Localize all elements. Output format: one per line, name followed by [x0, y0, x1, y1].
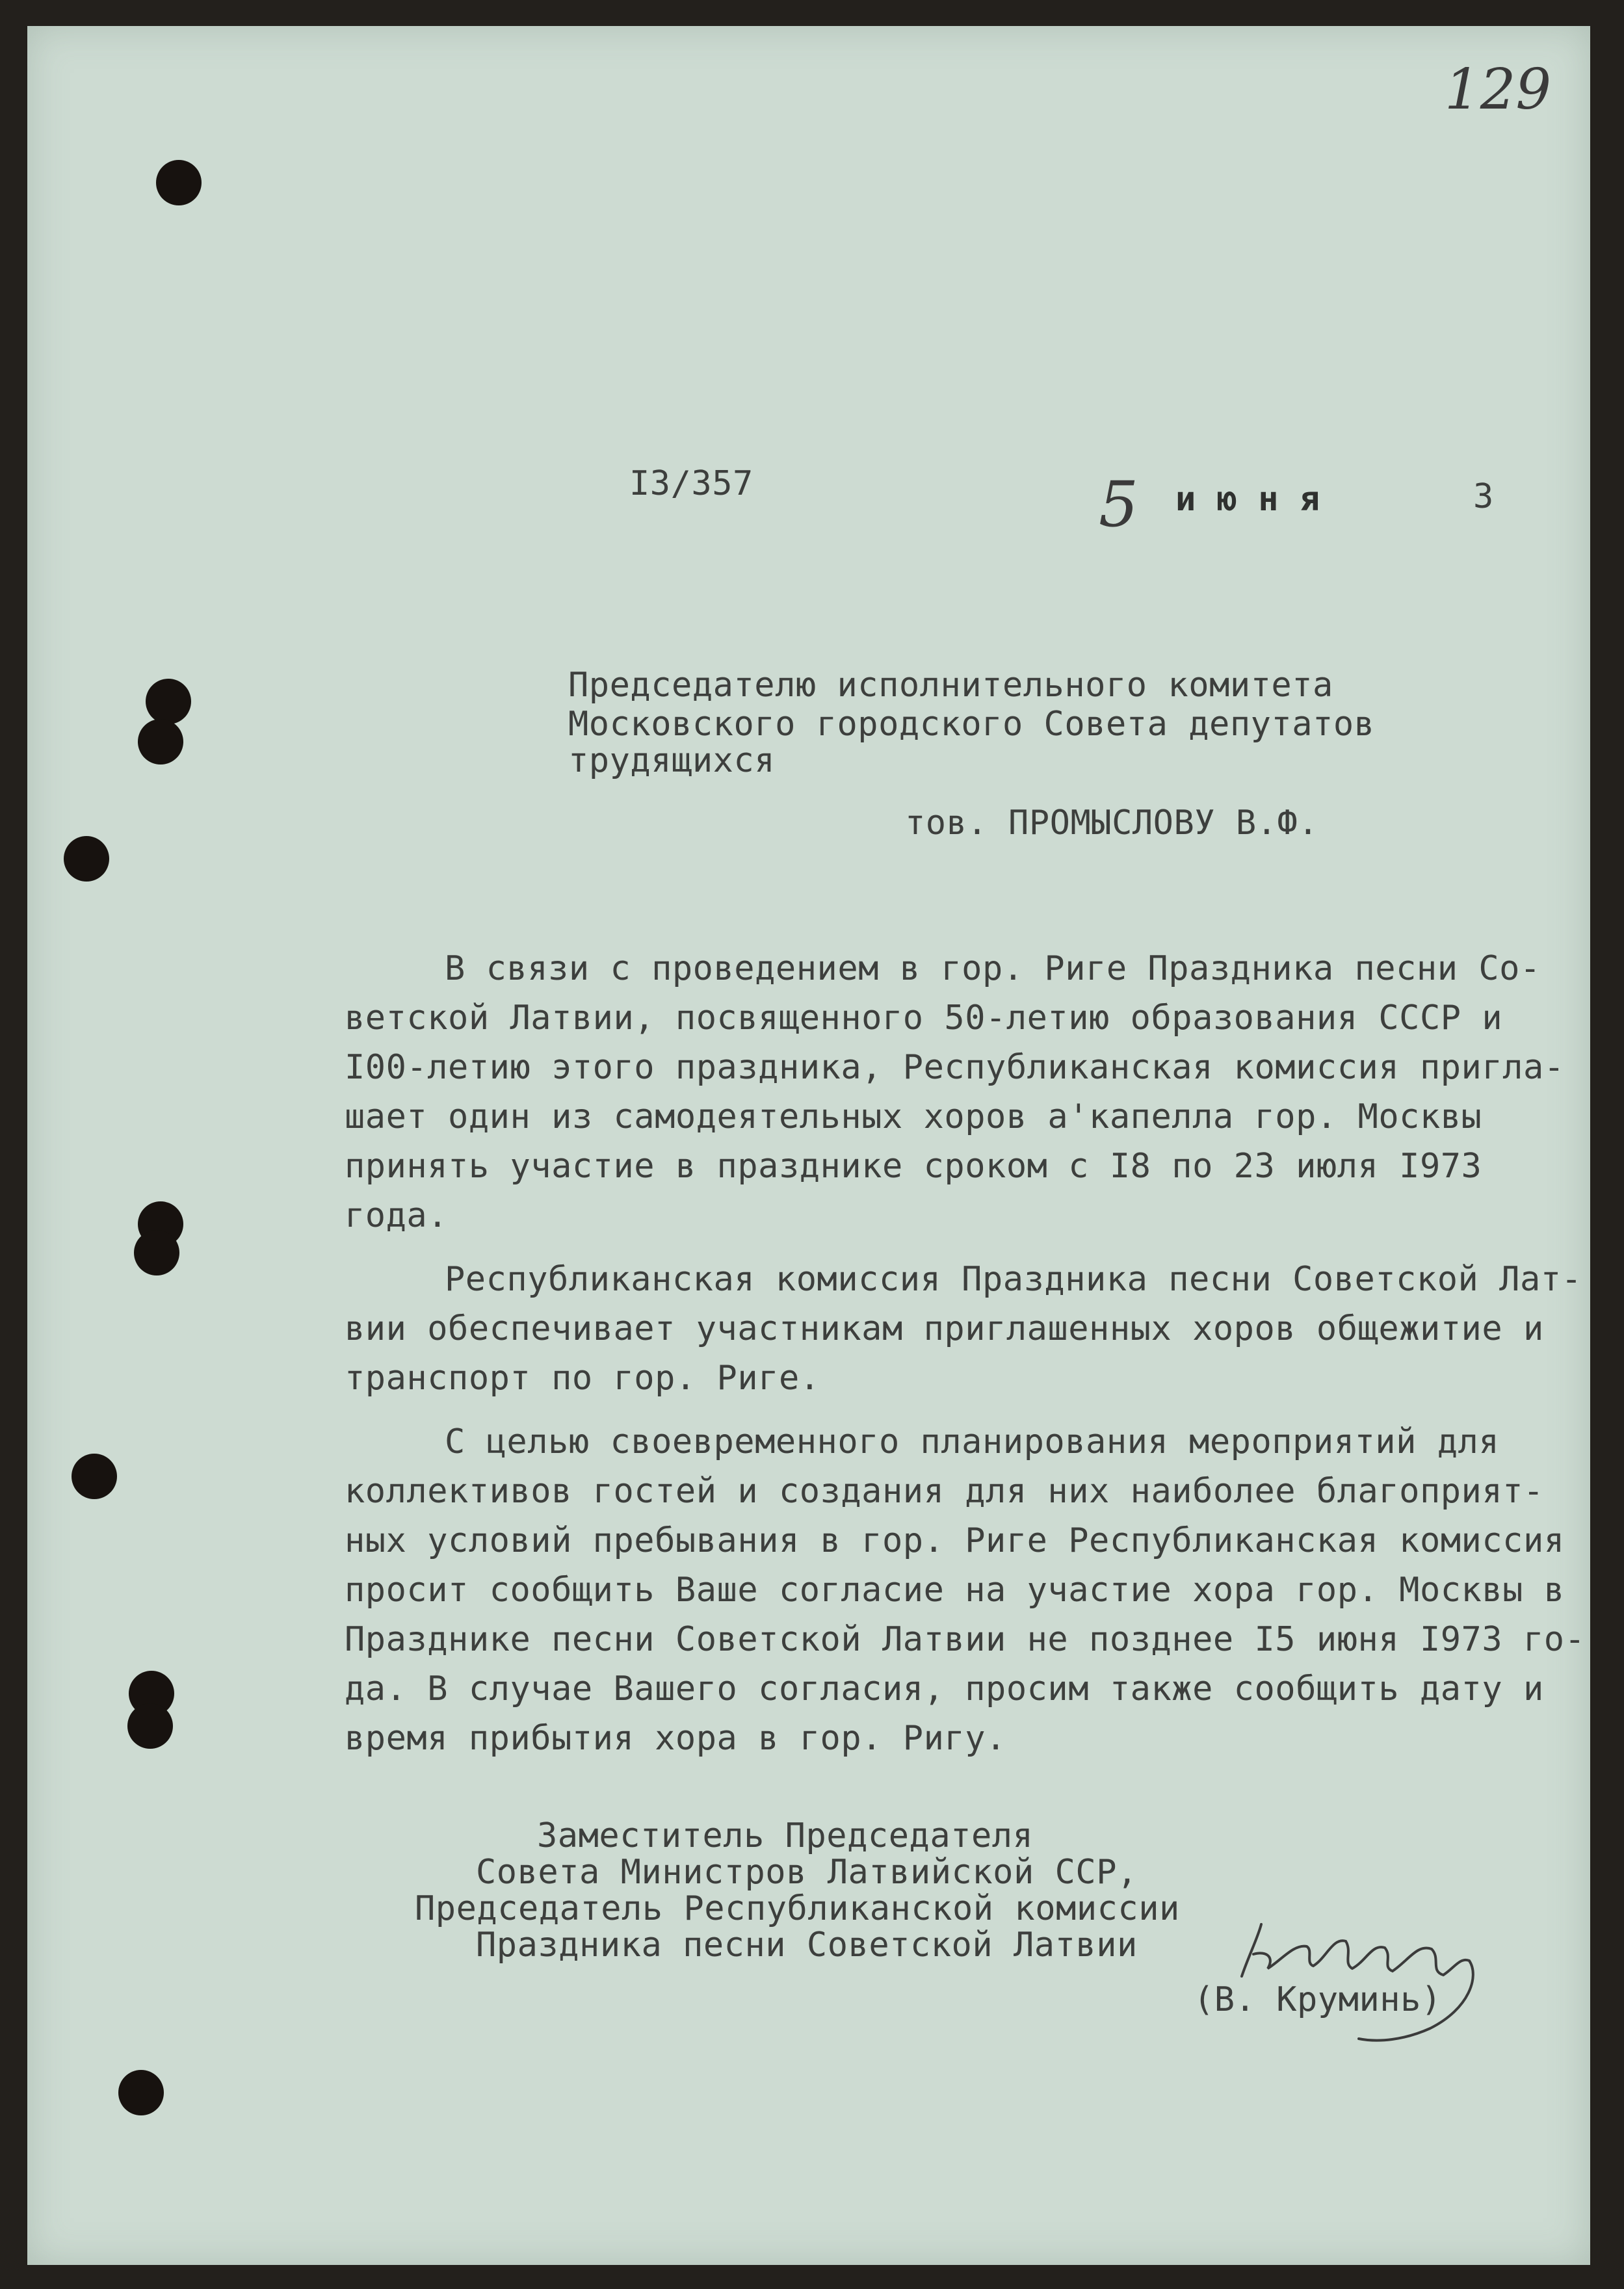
body-line: да. В случае Вашего согласия, просим также сообщить дату и — [345, 1669, 1544, 1708]
addressee-name: тов. ПРОМЫСЛОВУ В.Ф. — [905, 804, 1319, 843]
date-year-digit: 3 — [1473, 477, 1494, 516]
body-line: просит сообщить Ваше согласие на участие хора гор. Москвы в — [345, 1571, 1565, 1610]
punch-hole — [146, 679, 191, 724]
signature-title-line-3: Председатель Республиканской комиссии — [415, 1889, 1180, 1928]
addressee-line-3: трудящихся — [568, 741, 776, 780]
punch-hole — [156, 160, 202, 205]
body-line: В связи с проведением в гор. Риге Праздника песни Со- — [445, 949, 1541, 988]
body-line: коллективов гостей и создания для них наиболее благоприят- — [345, 1472, 1544, 1511]
body-line: Республиканская комиссия Праздника песни Советской Лат- — [445, 1260, 1582, 1299]
body-line: года. — [345, 1196, 449, 1235]
punch-hole — [138, 719, 183, 765]
signature-title-line-2: Совета Министров Латвийской ССР, — [476, 1853, 1138, 1892]
body-line: принять участие в празднике сроком с I8 по 23 июля I973 — [345, 1147, 1482, 1186]
signature-title-line-4: Праздника песни Советской Латвии — [476, 1926, 1138, 1965]
handwritten-day: 5 — [1099, 468, 1139, 541]
signature-title-line-1: Заместитель Председателя — [537, 1816, 1034, 1855]
handwritten-signature — [1222, 1898, 1508, 2054]
date-month: и ю н я — [1175, 480, 1320, 519]
body-line: шает один из самодеятельных хоров а'капелла гор. Москвы — [345, 1097, 1482, 1136]
body-line: ветской Латвии, посвященного 50-летию образования СССР и — [345, 999, 1503, 1038]
body-line: I00-летию этого праздника, Республиканская комиссия пригла- — [345, 1048, 1565, 1087]
page-number: 129 — [1445, 57, 1552, 122]
punch-hole — [127, 1703, 173, 1749]
body-line: вии обеспечивает участникам приглашенных хоров общежитие и — [345, 1309, 1544, 1348]
addressee-line-2: Московского городского Совета депутатов — [568, 705, 1375, 744]
punch-hole — [118, 2070, 164, 2115]
signer-name: (В. Круминь) — [1194, 1980, 1442, 2019]
body-line: С целью своевременного планирования мероприятий для — [445, 1422, 1500, 1461]
body-line: ных условий пребывания в гор. Риге Республиканская комиссия — [345, 1521, 1565, 1560]
reference-number: I3/357 — [629, 464, 753, 503]
punch-hole — [72, 1454, 117, 1499]
body-line: Празднике песни Советской Латвии не позднее I5 июня I973 го- — [345, 1620, 1586, 1659]
punch-hole — [64, 836, 109, 882]
addressee-line-1: Председателю исполнительного комитета — [568, 666, 1333, 705]
punch-hole — [134, 1230, 179, 1275]
body-line: транспорт по гор. Риге. — [345, 1359, 820, 1398]
body-line: время прибытия хора в гор. Ригу. — [345, 1719, 1006, 1758]
